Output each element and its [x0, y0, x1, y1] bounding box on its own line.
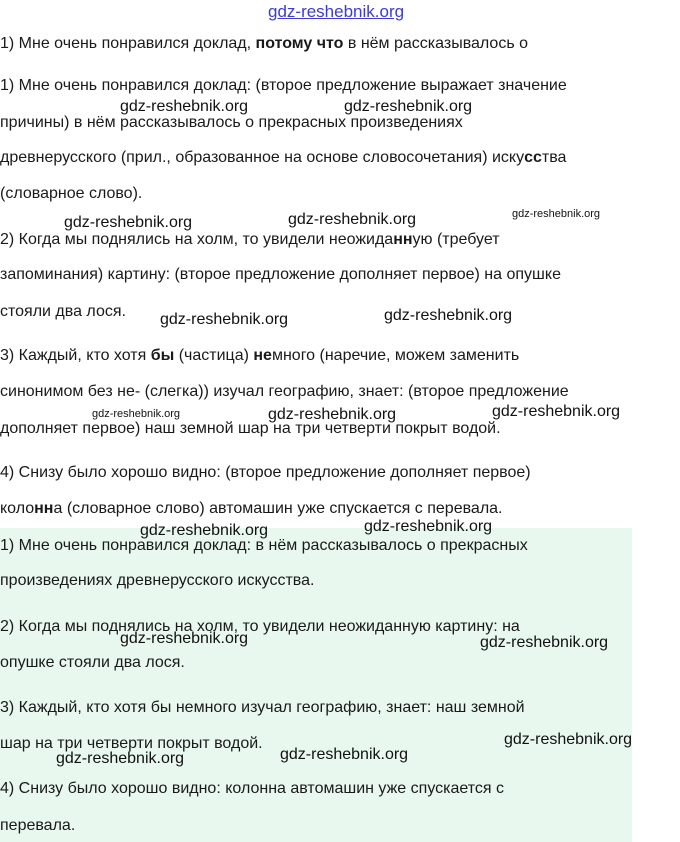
answer-4-line-2: перевала. [0, 817, 76, 834]
s3-line-1: 3) Каждый, кто хотя бы (частица) немного (наречие, можем заменить [0, 347, 520, 364]
answer-1-line-2: произведениях древнерусского искусства. [0, 572, 315, 589]
watermark: gdz-reshebnik.org [288, 211, 417, 228]
answer-4-line-1: 4) Снизу было хорошо видно: колонна автомашин уже спускается с [0, 780, 505, 797]
watermark: gdz-reshebnik.org [344, 98, 473, 115]
s3-line-3: дополняет первое) наш земной шар на три четверти покрыт водой. [0, 420, 501, 437]
s3-line-2: синонимом без не- (слегка)) изучал географию, знает: (второе предложение [0, 383, 569, 400]
watermark: gdz-reshebnik.org [504, 731, 633, 748]
watermark: gdz-reshebnik.org [512, 208, 601, 220]
answer-3-line-1: 3) Каждый, кто хотя бы немного изучал географию, знает: наш земной [0, 699, 525, 716]
answer-2-line-1: 2) Когда мы поднялись на холм, то увидели неожиданную картину: на [0, 618, 520, 635]
watermark: gdz-reshebnik.org [92, 408, 181, 420]
s2-line-2: запоминания) картину: (второе предложение дополняет первое) на опушке [0, 266, 561, 283]
watermark: gdz-reshebnik.org [364, 518, 493, 535]
answer-3-line-2: шар на три четверти покрыт водой. [0, 735, 263, 752]
intro-line: 1) Мне очень понравился доклад, потому что в нём рассказывалось о [0, 35, 529, 52]
s1-line-3: древнерусского (прил., образованное на основе словосочетания) искусства [0, 149, 567, 166]
s2-line-1: 2) Когда мы поднялись на холм, то увидели неожиданную (требует [0, 231, 500, 248]
s1-line-2: причины) в нём рассказывалось о прекрасных произведениях [0, 114, 463, 131]
watermark: gdz-reshebnik.org [64, 214, 193, 231]
watermark: gdz-reshebnik.org [480, 634, 609, 651]
watermark: gdz-reshebnik.org [268, 406, 397, 423]
watermark: gdz-reshebnik.org [120, 630, 249, 647]
watermark: gdz-reshebnik.org [120, 98, 249, 115]
header-watermark-link[interactable]: gdz-reshebnik.org [268, 2, 405, 21]
watermark: gdz-reshebnik.org [140, 522, 269, 539]
s4-line-1: 4) Снизу было хорошо видно: (второе предложение дополняет первое) [0, 464, 531, 481]
answer-1-line-1: 1) Мне очень понравился доклад: в нём рассказывалось о прекрасных [0, 537, 528, 554]
watermark: gdz-reshebnik.org [56, 750, 185, 767]
watermark: gdz-reshebnik.org [160, 311, 289, 328]
s1-line-4: (словарное слово). [0, 185, 143, 202]
answer-2-line-2: опушке стояли два лося. [0, 654, 185, 671]
s2-line-3: стояли два лося. [0, 303, 126, 320]
watermark: gdz-reshebnik.org [384, 307, 513, 324]
watermark: gdz-reshebnik.org [492, 403, 621, 420]
s4-line-2: колонна (словарное слово) автомашин уже спускается с перевала. [0, 500, 503, 517]
watermark: gdz-reshebnik.org [280, 746, 409, 763]
s1-line-1: 1) Мне очень понравился доклад: (второе предложение выражает значение [0, 77, 567, 94]
